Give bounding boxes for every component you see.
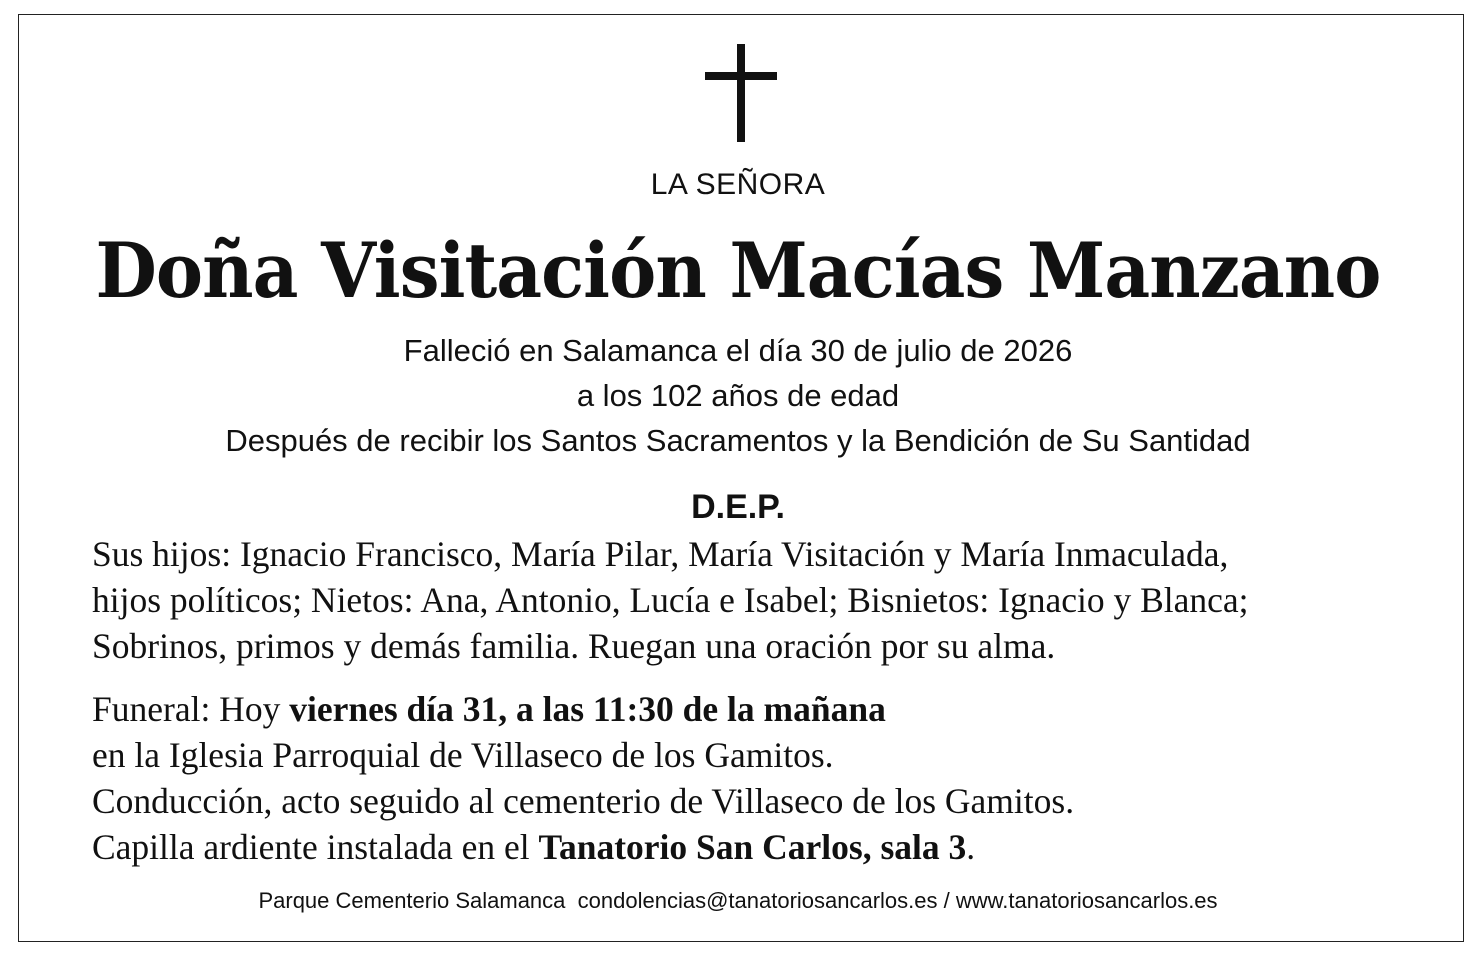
church-line: en la Iglesia Parroquial de Villaseco de los Gamitos. [92, 735, 834, 775]
footer-cemetery: Parque Cementerio Salamanca [258, 888, 566, 913]
cross-icon [705, 44, 777, 142]
footer-website[interactable]: www.tanatoriosancarlos.es [955, 888, 1218, 913]
chapel-line [92, 824, 1432, 870]
age-line: a los 102 años de edad [576, 378, 900, 413]
funeral-paragraph [92, 686, 1432, 870]
chapel-prefix: Capilla ardiente instalada en el [92, 827, 539, 867]
sacraments-line: Después de recibir los Santos Sacramentos y la Bendición de Su Santidad [225, 423, 1251, 458]
dep-heading: D.E.P. [691, 488, 785, 526]
footer-separator: / [937, 888, 956, 913]
family-line-1: Sus hijos: Ignacio Francisco, María Pilar, María Visitación y María Inmaculada, [92, 534, 1229, 574]
family-paragraph [92, 531, 1432, 669]
family-line-2: hijos políticos; Nietos: Ana, Antonio, Lucía e Isabel; Bisnietos: Ignacio y Blanca; [92, 580, 1249, 620]
conduction-line: Conducción, acto seguido al cementerio de Villaseco de los Gamitos. [92, 781, 1075, 821]
deceased-name: Doña Visitación Macías Manzano [95, 226, 1381, 315]
death-line: Falleció en Salamanca el día 30 de julio de 2026 [403, 333, 1073, 368]
funeral-datetime: viernes día 31, a las 11:30 de la mañana [289, 689, 886, 729]
funeral-label: Funeral: Hoy [92, 689, 290, 729]
cross-horizontal-bar [705, 72, 777, 80]
footer-contact [0, 888, 1476, 914]
chapel-suffix: . [966, 827, 976, 867]
cross-vertical-bar [737, 44, 745, 142]
family-line-3: Sobrinos, primos y demás familia. Ruegan una oración por su alma. [92, 626, 1056, 666]
funeral-line [92, 686, 1432, 732]
honorific-prefix: LA SEÑORA [650, 168, 826, 201]
footer-email[interactable]: condolencias@tanatoriosancarlos.es [577, 888, 938, 913]
chapel-place: Tanatorio San Carlos, sala 3 [538, 827, 967, 867]
